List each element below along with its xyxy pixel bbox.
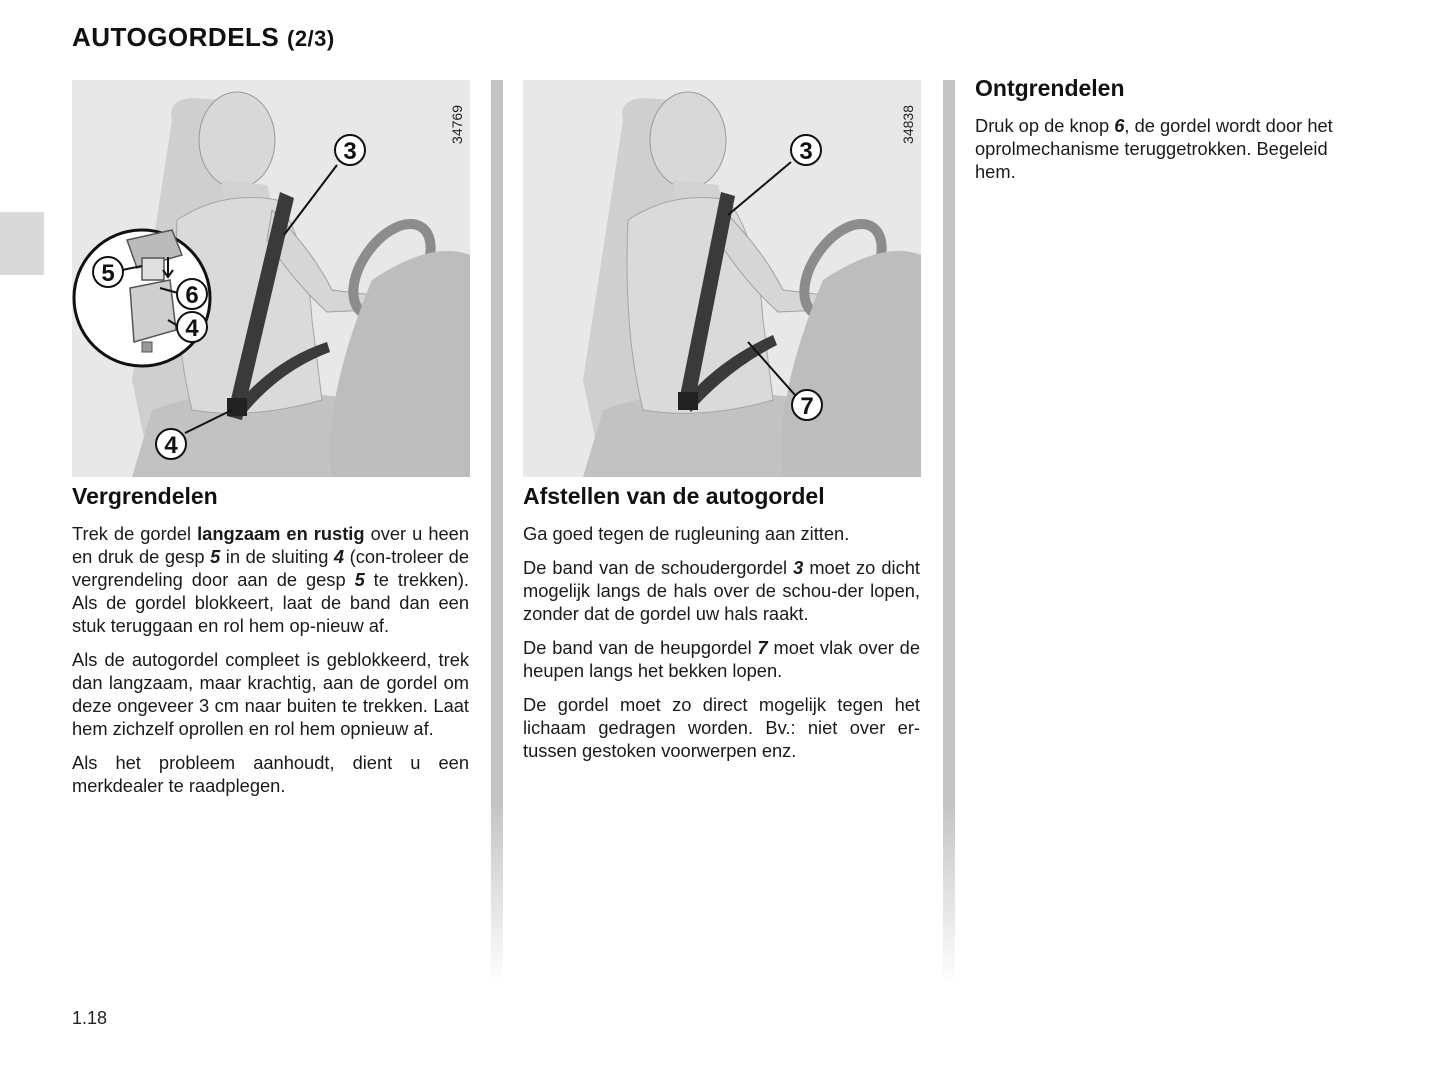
paragraph-vergrendelen-1: Trek de gordel langzaam en rustig over u heen en druk de gesp 5 in de sluiting 4 (con-troleer de vergrendeling door aan de gesp 5 te trekken). Als de gordel blokkeert, laat de band dan een stuk teruggaan en rol hem op-nieuw af. [72, 523, 470, 636]
figure-seatbelt-adjustment [523, 80, 921, 477]
driver-head-shape [199, 92, 275, 188]
callout-4-inset-label: 4 [185, 315, 199, 342]
paragraph-afstellen-1: Ga goed tegen de rugleuning aan zitten. [523, 523, 850, 544]
section-ontgrendelen [975, 75, 1373, 194]
callout-4-label: 4 [164, 432, 178, 459]
callout-3 [335, 135, 365, 165]
chapter-tab-marker [0, 212, 44, 275]
callout-4-inset [177, 312, 207, 342]
latch-plate-shape [142, 258, 164, 280]
paragraph-afstellen-2: De band van de schoudergordel 3 moet zo dicht mogelijk langs de hals over de schou-der lopen, zonder dat de gordel uw hals raakt. [523, 557, 920, 624]
callout-4 [156, 429, 186, 459]
callout-3-label: 3 [799, 138, 813, 165]
buckle-base-shape [142, 342, 152, 352]
heading-vergrendelen: Vergrendelen [72, 483, 218, 509]
heading-ontgrendelen: Ontgrendelen [975, 75, 1125, 101]
callout-5 [93, 257, 123, 287]
callout-3 [791, 135, 821, 165]
buckle-receiver-shape [130, 280, 176, 342]
paragraph-afstellen-3: De band van de heupgordel 7 moet vlak over de heupen langs het bekken lopen. [523, 637, 920, 681]
paragraph-vergrendelen-3: Als het probleem aanhoudt, dient u een merkdealer te raadplegen. [72, 752, 469, 796]
seatbelt-adjustment-illustration [523, 80, 921, 477]
callout-6 [177, 279, 207, 309]
callout-5-label: 5 [101, 260, 115, 287]
callout-7-label: 7 [800, 393, 814, 420]
seatbelt-locking-illustration [72, 80, 470, 477]
column-divider-right [943, 80, 955, 985]
page-title-text: AUTOGORDELS [72, 22, 280, 52]
callout-3-label: 3 [343, 138, 357, 165]
callout-7 [792, 390, 822, 420]
page-number: 1.18 [72, 1008, 108, 1028]
buckle-shape [227, 398, 247, 416]
figure-seatbelt-locking [72, 80, 470, 477]
paragraph-ontgrendelen-1: Druk op de knop 6, de gordel wordt door het oprolmechanisme teruggetrokken. Begeleid hem. [975, 115, 1333, 182]
paragraph-afstellen-4: De gordel moet zo direct mogelijk tegen het lichaam gedragen worden. Bv.: niet over er-tussen gestoken voorwerpen enz. [523, 694, 920, 761]
figure-code: 34838 [900, 105, 916, 144]
page-title-part: (2/3) [287, 26, 335, 51]
section-vergrendelen [72, 483, 469, 808]
heading-afstellen: Afstellen van de autogordel [523, 483, 825, 509]
column-divider-left [491, 80, 503, 985]
page-title [72, 22, 335, 53]
section-afstellen [523, 483, 920, 773]
driver-head-shape [650, 92, 726, 188]
buckle-shape [678, 392, 698, 410]
figure-code: 34769 [449, 105, 465, 144]
paragraph-vergrendelen-2: Als de autogordel compleet is geblokkeerd, trek dan langzaam, maar krachtig, aan de gordel om deze ongeveer 3 cm naar buiten te trekken. Laat hem zichzelf oprollen en rol hem opnieuw af. [72, 649, 469, 739]
callout-6-label: 6 [185, 282, 199, 309]
